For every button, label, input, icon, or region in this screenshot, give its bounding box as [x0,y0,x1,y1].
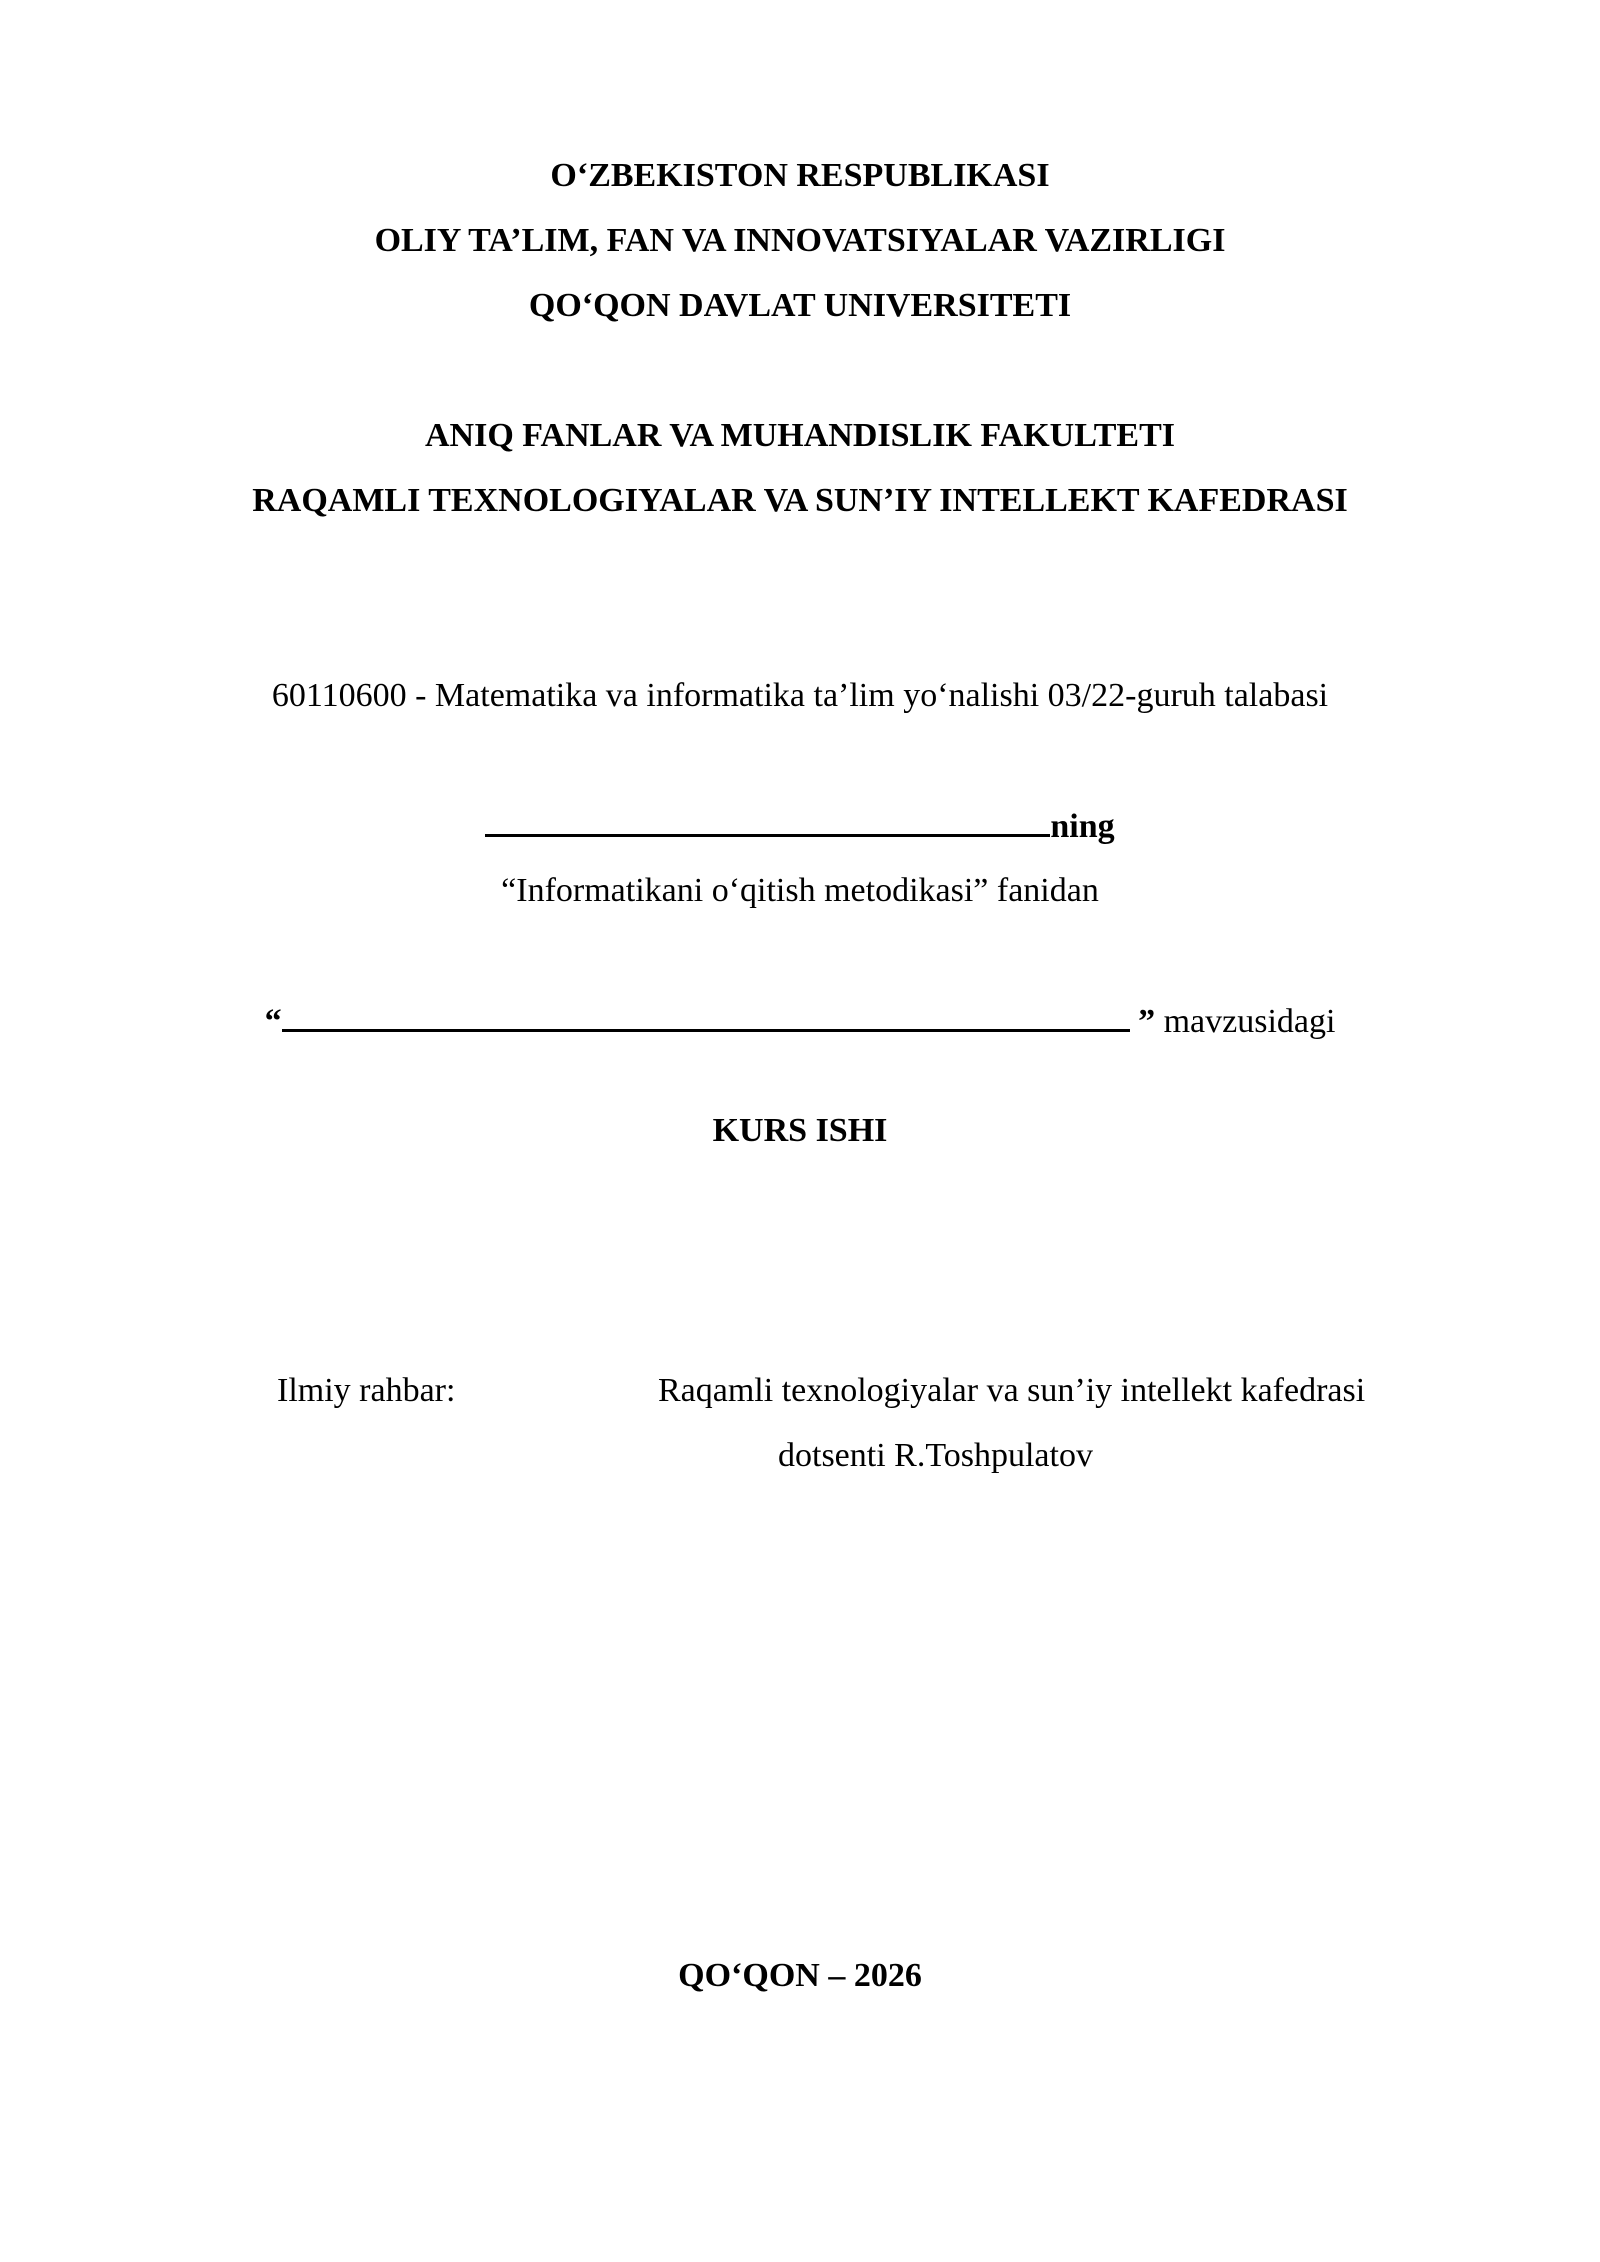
university-title: QO‘QON DAVLAT UNIVERSITETI [528,287,1072,324]
supervisor-position: Raqamli texnologiyalar va sun’iy intellekt kafedrasi [658,1372,1366,1409]
topic-close-quote: ” [1129,1003,1156,1040]
student-name-suffix: ning [1050,808,1115,845]
supervisor-label: Ilmiy rahbar: [277,1372,456,1409]
ministry-title: OLIY TA’LIM, FAN VA INNOVATSIYALAR VAZIRLIGI [374,222,1226,259]
topic-line [0,1001,1600,1042]
country-title: O‘ZBEKISTON RESPUBLIKASI [550,157,1050,194]
footer-place-year: QO‘QON – 2026 [678,1957,922,1994]
topic-blank [282,1001,1130,1032]
supervisor-name: dotsenti R.Toshpulatov [778,1437,1093,1474]
work-type-title: KURS ISHI [712,1112,888,1149]
department-title: RAQAMLI TEXNOLOGIYALAR VA SUN’IY INTELLEKT KAFEDRASI [252,482,1348,519]
faculty-title: ANIQ FANLAR VA MUHANDISLIK FAKULTETI [424,417,1176,454]
topic-open-quote: “ [264,1003,282,1040]
student-program-line: 60110600 - Matematika va informatika ta’lim yo‘nalishi 03/22-guruh talabasi [271,677,1329,714]
topic-suffix: mavzusidagi [1155,1003,1336,1040]
subject-line: “Informatikani o‘qitish metodikasi” fanidan [501,872,1099,909]
student-name-line [0,806,1600,847]
student-name-blank [485,806,1050,837]
